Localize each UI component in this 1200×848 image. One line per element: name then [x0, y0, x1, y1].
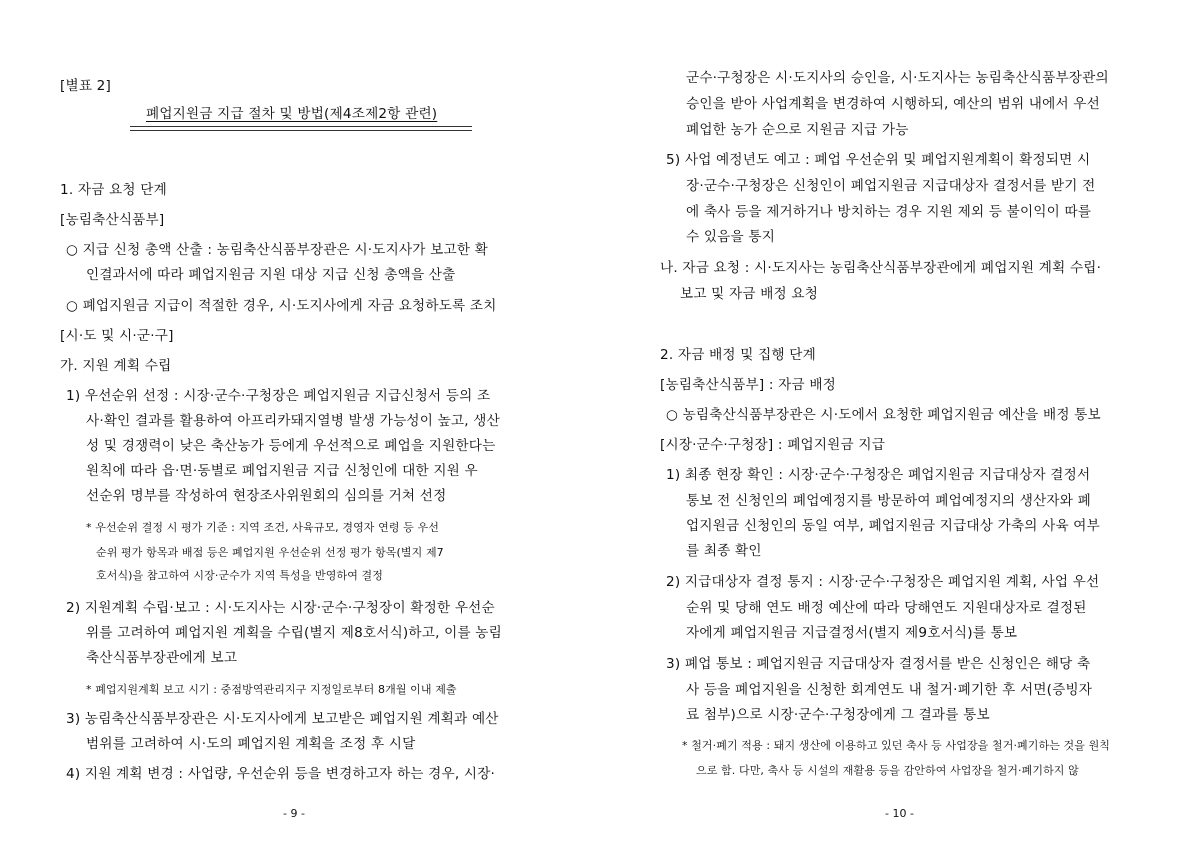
numbered-item-cont: 군수·구청장은 시·도지사의 승인을, 시·도지사는 농림축산식품부장관의: [686, 70, 1109, 86]
bullet-item-cont: 인결과서에 따라 폐업지원금 지원 대상 지급 신청 총액을 산출: [86, 267, 456, 283]
numbered-item: 4) 지원 계획 변경 : 사업량, 우선순위 등을 변경하고자 하는 경우, 시장·: [66, 766, 496, 782]
numbered-item: 3) 농림축산식품부장관은 시·도지사에게 보고받은 폐업지원 계획과 예산: [66, 711, 499, 727]
numbered-item: 1) 우선순위 선정 : 시장·군수·구청장은 폐업지원금 지급신청서 등의 조: [66, 388, 491, 404]
page-number: - 10 -: [885, 807, 914, 820]
footnote: * 우선순위 결정 시 평가 기준 : 지역 조건, 사육규모, 경영자 연령 등 우선: [86, 521, 439, 534]
footnote-cont: 호서식)을 참고하여 시장·군수가 지역 특성을 반영하여 결정: [96, 569, 383, 582]
numbered-item-cont: 폐업한 농가 순으로 지원금 지급 가능: [686, 122, 909, 138]
footnote-cont: 순위 평가 항목과 배점 등은 폐업지원 우선순위 선정 평가 항목(별지 제7: [96, 546, 444, 559]
numbered-item: 3) 폐업 통보 : 폐업지원금 지급대상자 결정서를 받은 신청인은 해당 축: [666, 656, 1091, 672]
subsection-heading-cont: 보고 및 자금 배정 요청: [680, 286, 819, 302]
numbered-item-cont: 범위를 고려하여 시·도의 폐업지원 계획을 조정 후 시달: [86, 736, 416, 752]
numbered-item: 2) 지급대상자 결정 통지 : 시장·군수·구청장은 폐업지원 계획, 사업 우선: [666, 574, 1100, 590]
subsection-heading: 나. 자금 요청 : 시·도지사는 농림축산식품부장관에게 폐업지원 계획 수립·: [660, 260, 1102, 276]
numbered-item-cont: 수 있음을 통지: [686, 229, 776, 245]
numbered-item-cont: 순위 및 당해 연도 배정 예산에 따라 당해연도 지원대상자로 결정된: [686, 600, 1087, 616]
numbered-item-cont: 를 최종 확인: [686, 543, 762, 559]
numbered-item-cont: 축산식품부장관에게 보고: [86, 650, 238, 666]
numbered-item-cont: 료 첨부)으로 시장·군수·구청장에게 그 결과를 통보: [686, 707, 990, 723]
numbered-item-cont: 자에게 폐업지원금 지급결정서(별지 제9호서식)를 통보: [686, 625, 1018, 641]
annex-label: [별표 2]: [60, 78, 112, 94]
numbered-item-cont: 사·확인 결과를 활용하여 아프리카돼지열병 발생 가능성이 높고, 생산: [86, 413, 500, 429]
numbered-item-cont: 선순위 명부를 작성하여 현장조사위원회의 심의를 거쳐 선정: [86, 488, 447, 504]
ministry-label: [농림축산식품부] : 자금 배정: [660, 377, 836, 393]
footnote: * 철거·폐기 적용 : 돼지 생산에 이용하고 있던 축사 등 사업장을 철거·폐기하는 것을 원칙: [682, 739, 1111, 752]
numbered-item-cont: 위를 고려하여 폐업지원 계획을 수립(별지 제8호서식)하고, 이를 농림: [86, 625, 502, 641]
numbered-item: 1) 최종 현장 확인 : 시장·군수·구청장은 폐업지원금 지급대상자 결정서: [666, 467, 1091, 483]
numbered-item-cont: 장·군수·구청장은 신청인이 폐업지원금 지급대상자 결정서를 받기 전: [686, 178, 1096, 194]
page-number: - 9 -: [283, 807, 305, 820]
section2-heading: 2. 자금 배정 및 집행 단계: [660, 347, 816, 363]
bullet-item: ○ 농림축산식품부장관은 시·도에서 요청한 폐업지원금 예산을 배정 통보: [666, 407, 1101, 423]
subsection-heading: 가. 지원 계획 수립: [60, 358, 172, 374]
numbered-item: 5) 사업 예정년도 예고 : 폐업 우선순위 및 폐업지원계획이 확정되면 시: [666, 152, 1091, 168]
ministry-label: [농림축산식품부]: [60, 212, 165, 228]
numbered-item-cont: 통보 전 신청인의 폐업예정지를 방문하여 폐업예정지의 생산자와 폐: [686, 493, 1091, 509]
footnote-cont: 으로 함. 다만, 축사 등 시설의 재활용 등을 감안하여 사업장을 철거·폐기하지 않: [696, 764, 1079, 777]
numbered-item-cont: 성 및 경쟁력이 낮은 축산농가 등에게 우선적으로 폐업을 지원한다는: [86, 438, 496, 454]
numbered-item: 2) 지원계획 수립·보고 : 시·도지사는 시장·군수·구청장이 확정한 우선순: [66, 600, 495, 616]
section1-heading: 1. 자금 요청 단계: [60, 182, 167, 198]
bullet-item: ○ 지급 신청 총액 산출 : 농림축산식품부장관은 시·도지사가 보고한 확: [66, 242, 489, 258]
document-title: 폐업지원금 지급 절차 및 방법(제4조제2항 관련): [146, 106, 438, 122]
bullet-item: ○ 폐업지원금 지급이 적절한 경우, 시·도지사에게 자금 요청하도록 조치: [66, 298, 497, 314]
numbered-item-cont: 에 축사 등을 제거하거나 방치하는 경우 지원 제외 등 불이익이 따를: [686, 204, 1092, 220]
numbered-item-cont: 업지원금 신청인의 동일 여부, 폐업지원금 지급대상 가축의 사육 여부: [686, 518, 1100, 534]
numbered-item-cont: 원칙에 따라 읍·면·동별로 폐업지원금 지급 신청인에 대한 지원 우: [86, 463, 478, 479]
numbered-item-cont: 사 등을 폐업지원을 신청한 회계연도 내 철거·폐기한 후 서면(증빙자: [686, 682, 1093, 698]
title-double-rule: [130, 126, 472, 131]
numbered-item-cont: 승인을 받아 사업계획을 변경하여 시행하되, 예산의 범위 내에서 우선: [686, 96, 1100, 112]
local-label: [시·도 및 시·군·구]: [60, 328, 174, 344]
footnote: * 폐업지원계획 보고 시기 : 중점방역관리지구 지정일로부터 8개월 이내 제출: [86, 683, 457, 696]
right-page: [600, 0, 1200, 848]
local-label: [시장·군수·구청장] : 폐업지원금 지급: [660, 437, 886, 453]
